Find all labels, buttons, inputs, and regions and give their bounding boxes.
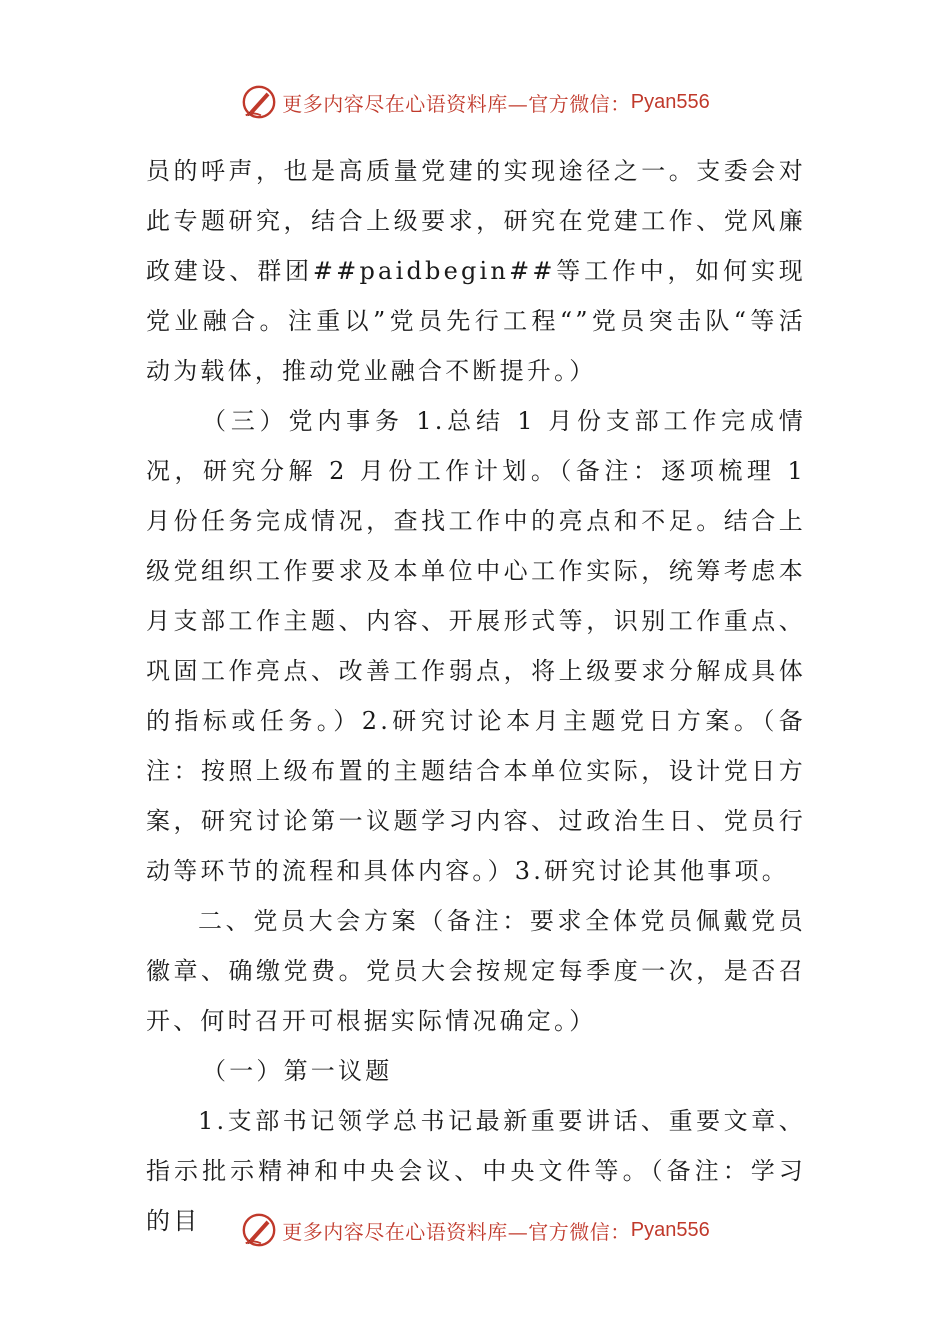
paragraph-4: （一）第一议题 — [202, 1057, 393, 1085]
wechat-id: Pyan556 — [630, 90, 710, 113]
paragraph-1: 员的呼声，也是高质量党建的实现途径之一。支委会对此专题研究，结合上级要求，研究在党建工作、党风廉政建设、群团##paidbegin##等工作中，如何实现党业融合。注重以”党员先行工程“”党员突击队“等活动为载体，推动党业融合不断提升。） — [146, 157, 806, 385]
banner-text: 更多内容尽在心语资料库—官方微信： — [282, 91, 631, 116]
footer-banner — [0, 1208, 950, 1252]
document-body — [146, 146, 806, 1246]
banner-text: 更多内容尽在心语资料库—官方微信： — [282, 1219, 631, 1244]
paragraph-3: 二、党员大会方案（备注：要求全体党员佩戴党员徽章、确缴党费。党员大会按规定每季度一次，是否召开、何时召开可根据实际情况确定。） — [146, 907, 806, 1035]
paragraph-2: （三）党内事务 1.总结 1 月份支部工作完成情况，研究分解 2 月份工作计划。（备注：逐项梳理 1 月份任务完成情况，查找工作中的亮点和不足。结合上级党组织工作要求及本单位中心工作实际，统筹考虑本月支部工作主题、内容、开展形式等，识别工作重点、巩固工作亮点、改善工作弱点，将上级要求分解成具体的指标或任务。）2.研究讨论本月主题党日方案。（备注：按照上级布置的主题结合本单位实际，设计党日方案，研究讨论第一议题学习内容、过政治生日、党员行动等环节的流程和具体内容。）3.研究讨论其他事项。 — [146, 407, 806, 885]
pen-logo-icon — [240, 83, 278, 121]
wechat-id: Pyan556 — [630, 1218, 710, 1241]
paragraph-5: 1.支部书记领学总书记最新重要讲话、重要文章、指示批示精神和中央会议、中央文件等。（备注：学习的目 — [146, 1107, 806, 1235]
header-banner — [0, 80, 950, 124]
pen-logo-icon — [240, 1211, 278, 1249]
